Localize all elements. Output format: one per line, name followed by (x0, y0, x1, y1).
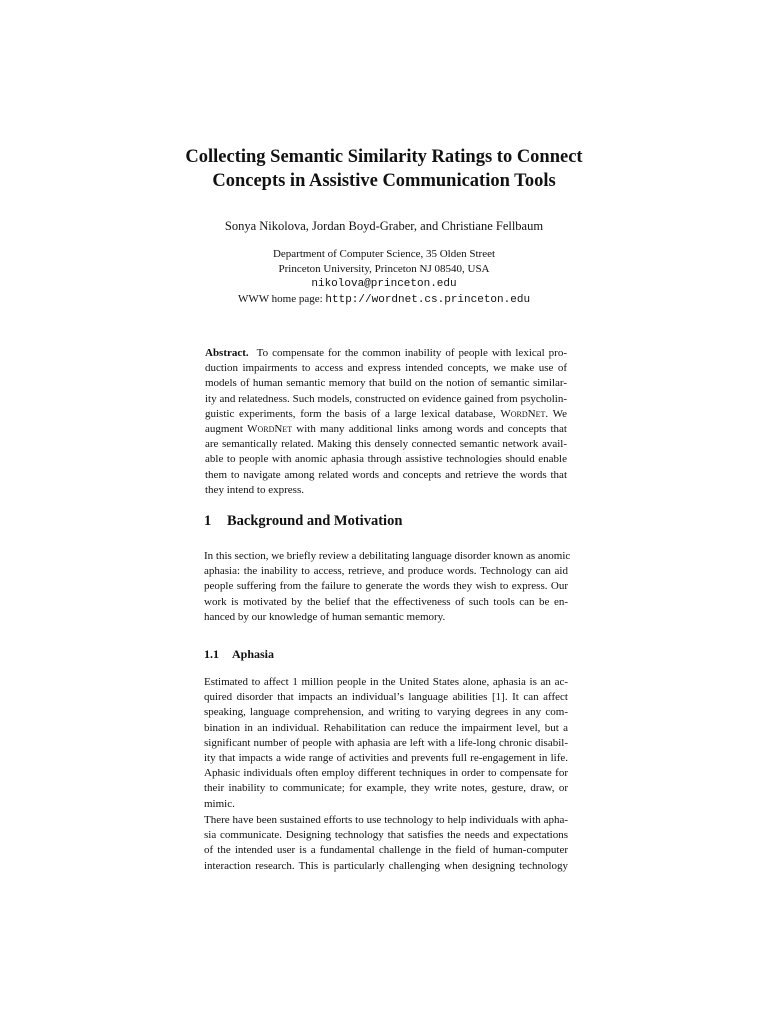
homepage-url: http://wordnet.cs.princeton.edu (325, 294, 531, 306)
paragraph-line: bination in an individual. Rehabilitation can reduce the impairment level, but a (204, 721, 568, 734)
paragraph-line: Estimated to affect 1 million people in the United States alone, aphasia is an ac- (204, 676, 568, 688)
affiliation-university: Princeton University, Princeton NJ 08540, USA (278, 263, 490, 275)
paragraph-line: quired disorder that impacts an individual’s language abilities [1]. It can affect (204, 691, 568, 704)
author-email: nikolova@princeton.edu (311, 278, 457, 290)
subsection-heading (204, 647, 274, 662)
wordnet-term: WordNet (247, 423, 293, 436)
paragraph-line: of the intended user is a fundamental challenge in the field of human-computer (204, 844, 568, 857)
subsection-number: 1.1 (204, 647, 219, 661)
abstract-line: able to people with anomic aphasia through assistive technologies should enable (205, 453, 567, 466)
paragraph-line: interaction research. This is particularly challenging when designing technology (204, 859, 568, 872)
abstract-line-text: To compensate for the common inability of people with lexical pro- (256, 347, 568, 359)
paper-title (120, 145, 648, 193)
paragraph-line: mimic. (204, 797, 235, 810)
subsection-paragraph (204, 675, 568, 812)
paragraph-line: significant number of people with aphasia are left with a life-long chronic disabil- (204, 736, 568, 749)
paragraph-line: aphasia: the inability to access, retrieve, and produce words. Technology can aid (204, 565, 568, 578)
subsection-title: Aphasia (232, 647, 275, 661)
subsection-paragraph (204, 813, 568, 874)
abstract-line: augment WordNet with many additional links among words and concepts that (205, 423, 567, 436)
section-paragraph (204, 549, 571, 625)
paragraph-line: hanced by our knowledge of human semantic memory. (204, 610, 446, 623)
abstract-label: Abstract. (205, 347, 249, 359)
paragraph-line: speaking, language comprehension, and writing to varying degrees in any com- (204, 706, 568, 719)
wordnet-term: WordNet (500, 407, 546, 420)
affiliation-department: Department of Computer Science, 35 Olden Street (272, 248, 496, 260)
paragraph-line: people suffering from the failure to generate the words they wish to express. Our (204, 580, 568, 593)
abstract (205, 346, 567, 498)
section-number: 1 (204, 513, 212, 529)
paragraph-line: ity that impacts a wide range of activities and prevents full re-engagement in life. (204, 752, 568, 765)
abstract-line (205, 346, 567, 361)
paragraph-line: There have been sustained efforts to use technology to help individuals with apha- (204, 814, 568, 826)
section-heading (204, 513, 402, 530)
homepage-label: WWW home page: (237, 293, 326, 305)
paragraph-line: Aphasic individuals often employ different techniques in order to compensate for (204, 767, 568, 780)
homepage-line (120, 292, 648, 308)
abstract-line: ity and relatedness. Such models, constructed on evidence gained from psycholin- (205, 392, 567, 405)
abstract-line: duction impairments to access and express intended concepts, we make use of (205, 362, 567, 375)
abstract-line: models of human semantic memory that build on the notion of semantic similar- (205, 377, 567, 390)
paragraph-line: their inability to communicate; for example, they write notes, gesture, draw, or (204, 782, 568, 795)
affiliation-block (120, 247, 648, 308)
title-line: Concepts in Assistive Communication Tools (212, 171, 556, 191)
paragraph-line: work is motivated by the belief that the effectiveness of such tools can be en- (204, 595, 568, 608)
title-line: Collecting Semantic Similarity Ratings to Connect (185, 147, 583, 167)
author-list: Sonya Nikolova, Jordan Boyd-Graber, and Christiane Fellbaum (224, 219, 544, 233)
abstract-line: guistic experiments, form the basis of a large lexical database, WordNet. We (205, 407, 567, 420)
abstract-line: them to navigate among related words and concepts and retrieve the words that (205, 468, 567, 481)
paragraph-line: sia communicate. Designing technology that satisfies the needs and expectations (204, 829, 568, 842)
abstract-line: they intend to express. (205, 483, 304, 496)
paragraph-line: In this section, we briefly review a debilitating language disorder known as anomic (204, 550, 571, 562)
section-title: Background and Motivation (227, 513, 403, 529)
abstract-line: are semantically related. Making this densely connected semantic network avail- (205, 438, 567, 451)
